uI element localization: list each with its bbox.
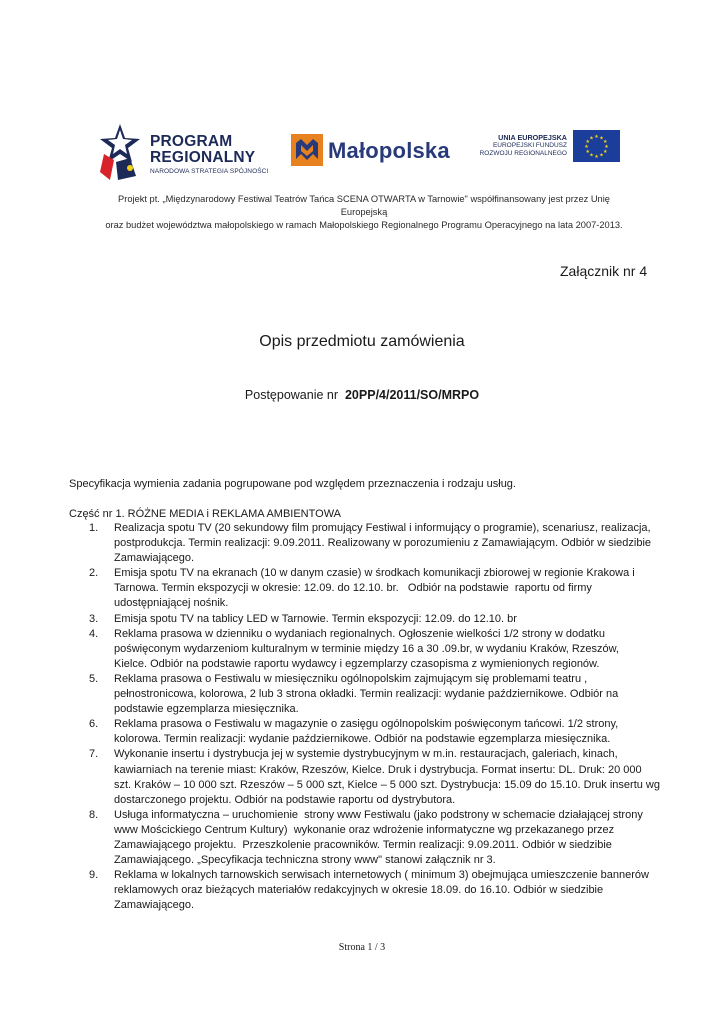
list-item-line: pełnostronicowa, kolorowa, 2 lub 3 strona okładki. Termin realizacji: wydanie październikowe. Odbiór na xyxy=(114,688,619,701)
header-logo-band xyxy=(88,118,636,190)
svg-text:★: ★ xyxy=(584,144,589,150)
list-item-line: udostępniającej nośnik. xyxy=(114,597,229,610)
list-item-line: Emisja spotu TV na ekranach (10 w danym czasie) w środkach komunikacji zbiorowej w regionie Krakowa i xyxy=(114,567,635,580)
list-item-line: reklamowych oraz bieżących materiałów redakcyjnych w okresie 18.09. do 16.10. Odbiór w siedzibie xyxy=(114,884,604,897)
part-heading: Część nr 1. RÓŻNE MEDIA i REKLAMA AMBIENTOWA xyxy=(69,508,342,520)
eu-flag-icon xyxy=(573,130,620,162)
list-item xyxy=(69,612,659,627)
svg-text:★: ★ xyxy=(589,135,594,142)
list-item-number: 3. xyxy=(89,612,99,625)
list-item-line: dostarczonego projektu. Odbiór na podstawie raportu od dystrybutora. xyxy=(114,793,456,806)
list-item-line: Reklama w lokalnych tarnowskich serwisach internetowych ( minimum 3) obejmująca umieszczenie bannerów xyxy=(114,869,649,882)
regionalny-text: REGIONALNY xyxy=(150,149,256,166)
svg-text:★: ★ xyxy=(585,149,591,155)
list-item-line: poświęconym wydarzeniom kulturalnym w terminie między 16 a 30 .09.br, w wydaniu Kraków, Rzeszów, xyxy=(114,642,619,655)
list-item xyxy=(69,808,659,868)
list-item-line: Tarnowa. Termin ekspozycji w okresie: 12.09. do 12.10. br. Odbiór na podstawie raportu od firmy xyxy=(114,582,592,595)
list-item-line: Emisja spotu TV na tablicy LED w Tarnowie. Termin ekspozycji: 12.09. do 12.10. br xyxy=(114,612,517,625)
list-item xyxy=(69,717,659,747)
list-item-line: Reklama prasowa o Festiwalu w miesięczniku ogólnopolskim zajmującym się problemami teatru , xyxy=(114,672,588,685)
project-funding-note: Projekt pt. „Międzynarodowy Festiwal Teatrów Tańca SCENA OTWARTA w Tarnowie" współfinansowany jest przez Unię Europejską oraz budżet województwa małopolskiego w ramach Małopolskiego Regionalnego Programu Operacyjnego na lata 2007-2013. xyxy=(105,194,623,230)
page-footer: Strona 1 / 3 xyxy=(338,942,386,953)
list-item-number: 6. xyxy=(89,718,99,731)
list-item-line: Zamawiającego. xyxy=(114,552,195,565)
svg-text:★: ★ xyxy=(604,144,609,150)
list-item-line: podstawie egzemplarza miesięcznika. xyxy=(114,703,299,716)
list-item-number: 8. xyxy=(89,808,99,821)
svg-text:★: ★ xyxy=(599,135,604,142)
list-item-line: postprodukcja. Termin realizacji: 9.09.2011. Realizowany w porozumieniu z Zamawiającym. Odbiór w siedzibie xyxy=(114,537,652,550)
malopolska-logo xyxy=(291,134,461,172)
list-item-line: Wykonanie insertu i dystrybucja jej w systemie dystrybucyjnym w m.in. restauracjach, galeriach, kinach, xyxy=(114,748,618,761)
procedure-label: Postępowanie nr xyxy=(244,388,339,402)
svg-text:★: ★ xyxy=(602,139,608,145)
procedure-line xyxy=(0,388,724,402)
list-item-number: 5. xyxy=(89,672,99,685)
svg-text:★: ★ xyxy=(585,139,591,145)
list-item-line: Reklama prasowa w dzienniku o wydaniach regionalnych. Ogłoszenie wielkości 1/2 strony w dodatku xyxy=(114,627,605,640)
list-item-number: 9. xyxy=(89,869,99,882)
strategia-text: NARODOWA STRATEGIA SPÓJNOŚCI xyxy=(150,168,269,175)
list-item-number: 7. xyxy=(89,748,99,761)
list-item xyxy=(69,747,659,807)
malopolska-emblem-icon xyxy=(291,134,323,166)
svg-text:★: ★ xyxy=(589,152,594,159)
eu-logo xyxy=(477,130,622,170)
list-item-line: www Mościckiego Centrum Kultury) wykonanie oraz wdrożenie informatyczne wg przekazanego przez xyxy=(114,823,615,836)
procedure-number: 20PP/4/2011/SO/MRPO xyxy=(344,388,480,402)
list-item xyxy=(69,672,659,717)
item-list xyxy=(69,521,659,913)
svg-text:★: ★ xyxy=(599,152,604,159)
list-item xyxy=(69,627,659,672)
list-item-number: 2. xyxy=(89,567,99,580)
star-logo-icon xyxy=(100,124,140,180)
list-item xyxy=(69,521,659,566)
annex-label: Załącznik nr 4 xyxy=(560,263,648,279)
list-item xyxy=(69,566,659,611)
list-item-line: Reklama prasowa o Festiwalu w magazynie o zasięgu ogólnopolskim poświęconym tańcowi. 1/2 strony, xyxy=(114,718,619,731)
svg-text:★: ★ xyxy=(594,134,599,140)
list-item xyxy=(69,868,659,913)
spec-intro: Specyfikacja wymienia zadania pogrupowane pod względem przeznaczenia i rodzaju usług. xyxy=(69,478,516,490)
program-regionalny-logo xyxy=(100,124,290,182)
list-item-line: szt. Kraków – 10 000 szt. Rzeszów – 5 000 szt, Kielce – 5 000 szt. Dystrybucja: 15.09 do 15.10. Druk insertu wg xyxy=(114,778,660,791)
list-item-line: Zamawiającego. „Specyfikacja techniczna strony www" stanowi załącznik nr 3. xyxy=(114,854,496,867)
list-item-line: kolorowa. Termin realizacji: wydanie październikowe. Odbiór na podstawie egzemplarza miesięcznika. xyxy=(114,733,611,746)
svg-text:★: ★ xyxy=(594,154,599,160)
program-text: PROGRAM xyxy=(150,133,233,150)
list-item-line: Zamawiającego projektu. Przeszkolenie pracowników. Termin realizacji: 9.09.2011. Odbiór w siedzibie xyxy=(114,838,612,851)
eu-text: UNIA EUROPEJSKA EUROPEJSKI FUNDUSZ ROZWOJU REGIONALNEGO xyxy=(479,133,567,157)
list-item-line: kawiarniach na terenie miast: Kraków, Rzeszów, Kielce. Druk i dystrybucja. Format insertu: DL. Druk: 20 000 xyxy=(114,763,642,776)
document-title: Opis przedmiotu zamówienia xyxy=(259,333,465,350)
list-item-line: Zamawiającego. xyxy=(114,899,195,912)
list-item-line: Realizacja spotu TV (20 sekundowy film promujący Festiwal i informujący o programie), scenariusz, realizacja, xyxy=(114,522,651,534)
svg-text:★: ★ xyxy=(602,149,608,155)
malopolska-text: Małopolska xyxy=(328,138,450,163)
list-item-line: Kielce. Odbiór na podstawie raportu wydawcy i egzemplarzy czasopisma z wymienionych regionów. xyxy=(114,657,600,670)
list-item-line: Usługa informatyczna – uruchomienie strony www Festiwalu (jako podstrony w schemacie działającej strony xyxy=(114,808,643,821)
list-item-number: 4. xyxy=(89,627,99,640)
list-item-number: 1. xyxy=(89,522,99,534)
